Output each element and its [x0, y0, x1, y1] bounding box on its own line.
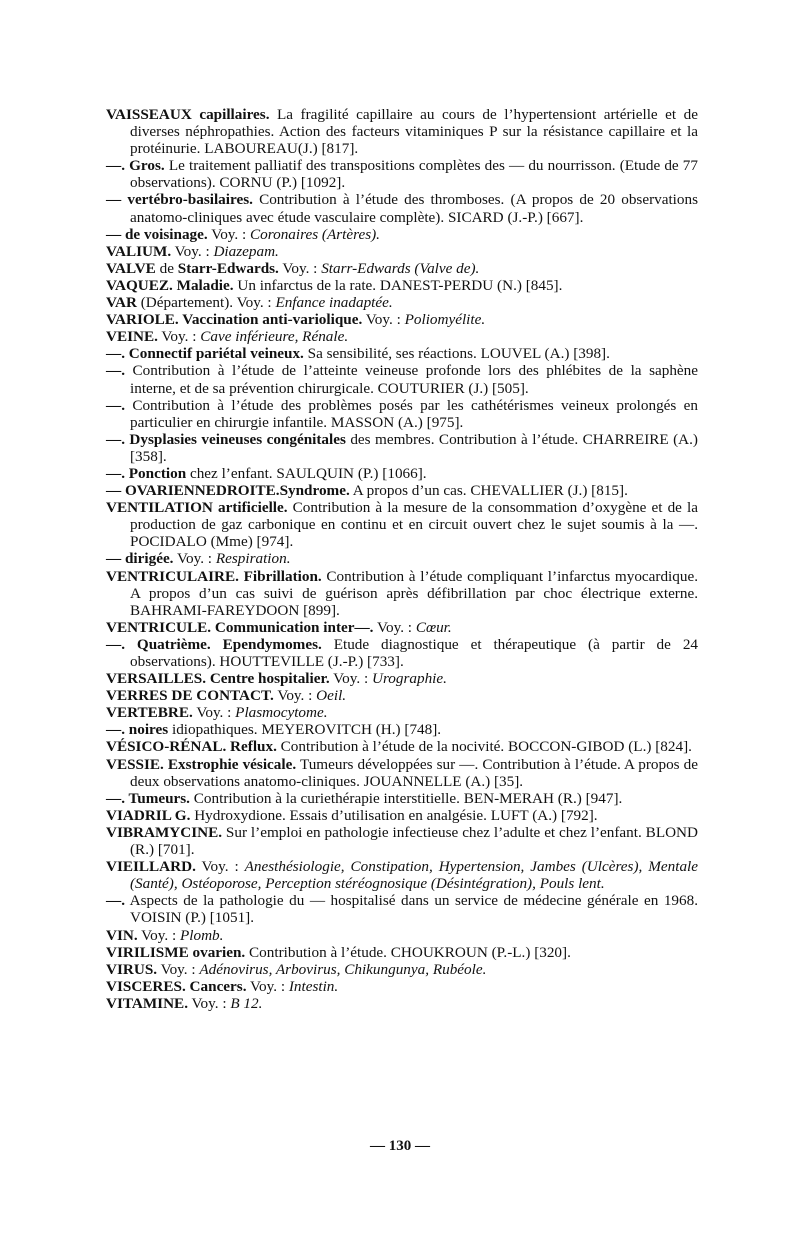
index-page [106, 106, 698, 1012]
entry-text: Contribution à l’étude des thromboses. (A propos de 20 observations anatomo-cliniques avec étude vasculaire complète). SICARD (J.-P.) [667]. [130, 191, 698, 226]
entry-text: Voy. : [329, 670, 372, 688]
entry-text: Un infarctus de la rate. DANEST-PERDU (N.) [845]. [233, 276, 563, 294]
entry-heading: VIADRIL G. [106, 806, 191, 824]
entry-text: Voy. : [137, 926, 180, 944]
entry-reference: Starr-Edwards (Valve de). [321, 259, 480, 277]
entry-text: Contribution à l’étude de l’atteinte veineuse profonde lors des phlébites de la saphène interne, et de sa prévention chirurgicale. COUTURIER (J.) [505]. [124, 362, 698, 397]
index-entry [106, 243, 698, 260]
entry-heading: VEINE. [106, 328, 158, 346]
entry-reference: Enfance inadaptée. [275, 294, 393, 312]
entry-heading: VENTRICULE. Communication inter—. [106, 618, 374, 636]
entry-heading: VAR [106, 294, 137, 312]
index-entry [106, 927, 698, 944]
entry-heading: VIEILLARD. [106, 858, 196, 876]
index-entry [106, 465, 698, 482]
entry-text: Voy. : [373, 618, 416, 636]
entry-heading: — dirigée. [106, 550, 174, 568]
entry-heading: —. Tumeurs. [106, 789, 190, 807]
entry-heading: VALIUM. [106, 242, 172, 260]
entry-heading: VISCERES. Cancers. [106, 977, 247, 995]
entry-text: Contribution à la mesure de la consommation d’oxygène et de la production de gaz carbonique en continu et en circuit ouvert chez le sujet soumis à la —. POCIDALO (Mme) [974]. [130, 499, 698, 551]
page-number: — 130 — [370, 1138, 430, 1154]
entry-heading: —. Gros. [106, 157, 165, 175]
entry-text: Tumeurs développées sur —. Contribution à l’étude. A propos de deux observations anatomo-cliniques. JOUANNELLE (A.) [35]. [130, 755, 698, 790]
index-entry [106, 431, 698, 465]
entry-reference: Respiration. [215, 550, 291, 568]
index-entry [106, 568, 698, 619]
entry-heading: — vertébro-basilaires. [106, 191, 253, 209]
index-entry [106, 721, 698, 738]
entry-heading: VERRES DE CONTACT. [106, 687, 274, 705]
entry-reference: Poliomyélite. [404, 311, 486, 329]
entry-heading: VENTRICULAIRE. Fibrillation. [106, 567, 322, 585]
entry-heading: —. [106, 396, 125, 414]
entry-reference: Diazepam. [213, 242, 279, 260]
entry-heading: VESSIE. Exstrophie vésicale. [106, 755, 297, 773]
entry-text: Voy. : [273, 687, 317, 705]
entry-text: de [155, 259, 178, 277]
entry-reference: Cœur. [415, 618, 452, 636]
entry-reference: Adénovirus, Arbovirus, Chikungunya, Rubéole. [199, 960, 487, 978]
index-entry [106, 499, 698, 550]
entry-text: Voy. : [207, 225, 251, 243]
entry-text: Hydroxydione. Essais d’utilisation en analgésie. LUFT (A.) [792]. [190, 806, 598, 824]
entry-text: Voy. : [157, 960, 200, 978]
entry-text: Voy. : [171, 242, 214, 260]
entry-reference: Oeil. [316, 687, 347, 705]
index-entry [106, 362, 698, 396]
index-entry [106, 482, 698, 499]
index-entry [106, 397, 698, 431]
entry-text: chez l’enfant. SAULQUIN (P.) [1066]. [186, 464, 427, 482]
entry-reference: Coronaires (Artères). [250, 225, 380, 243]
index-entry [106, 961, 698, 978]
index-entry [106, 311, 698, 328]
index-entry [106, 756, 698, 790]
index-entry [106, 106, 698, 157]
entry-text: des membres. Contribution à l’étude. CHARREIRE (A.) [358]. [130, 430, 698, 465]
index-entry [106, 550, 698, 567]
entry-heading: VERTEBRE. [106, 704, 193, 722]
index-entry [106, 294, 698, 311]
index-entry [106, 738, 698, 755]
index-entry [106, 892, 698, 926]
entry-text: Contribution à l’étude de la nocivité. BOCCON-GIBOD (L.) [824]. [276, 738, 692, 756]
entry-text: Contribution à l’étude. CHOUKROUN (P.-L.) [320]. [245, 943, 571, 961]
index-entry [106, 191, 698, 225]
entry-heading: VÉSICO-RÉNAL. Reflux. [106, 738, 277, 756]
entry-heading: —. Connectif pariétal veineux. [106, 345, 304, 363]
entry-reference: B 12. [230, 994, 263, 1012]
entry-text: (Département). Voy. : [136, 294, 276, 312]
entry-text: Voy. : [192, 704, 236, 722]
entry-reference: Plomb. [180, 926, 224, 944]
entry-text: Sur l’emploi en pathologie infectieuse chez l’adulte et chez l’enfant. BLOND (R.) [701]. [130, 823, 698, 859]
entry-reference: Plasmocytome. [235, 704, 328, 722]
index-entry [106, 226, 698, 243]
entry-heading: VAISSEAUX capillaires. [106, 106, 270, 123]
entry-heading: — OVARIENNEDROITE.Syndrome. [106, 482, 350, 500]
index-entry [106, 995, 698, 1012]
entry-heading: VARIOLE. Vaccination anti-variolique. [106, 311, 363, 329]
entry-heading: —. [106, 362, 125, 380]
entry-heading: —. noires [106, 721, 169, 739]
entry-text: La fragilité capillaire au cours de l’hypertensiont artérielle et de diverses néphropathies. Action des facteurs vitaminiques P sur la résistance capillaire et la protéinurie. LABOUREAU(J.) [817]. [130, 106, 698, 158]
entry-heading: VALVE [106, 259, 156, 277]
entry-heading: VIRUS. [106, 960, 158, 978]
entry-text: idiopathiques. MEYEROVITCH (H.) [748]. [168, 721, 442, 739]
entry-reference: Cave inférieure, Rénale. [200, 328, 349, 346]
entry-text: Voy. : [157, 328, 201, 346]
index-entry [106, 277, 698, 294]
entry-heading: —. Ponction [106, 464, 187, 482]
index-entry [106, 636, 698, 670]
index-entry [106, 345, 698, 362]
index-entry [106, 157, 698, 191]
entry-heading: VIN. [106, 926, 138, 944]
index-entry [106, 944, 698, 961]
entry-text: Aspects de la pathologie du — hospitalisé dans un service de médecine générale en 1968. VOISIN (P.) [1051]. [124, 892, 698, 927]
entry-text: Voy. : [246, 977, 289, 995]
index-entry [106, 790, 698, 807]
index-entry [106, 687, 698, 704]
index-entry [106, 260, 698, 277]
index-entry [106, 824, 698, 858]
index-entry [106, 619, 698, 636]
index-entry [106, 670, 698, 687]
entry-heading: —. [106, 892, 125, 910]
index-entry [106, 328, 698, 345]
entry-text: Contribution à la curiethérapie interstitielle. BEN-MERAH (R.) [947]. [189, 789, 623, 807]
entry-heading: —. Quatrième. Ependymomes. [106, 635, 322, 653]
entry-text: Voy. : [195, 858, 245, 876]
entry-heading: —. Dysplasies veineuses congénitales [106, 430, 346, 448]
entry-text: Voy. : [173, 550, 216, 568]
entry-heading: VAQUEZ. Maladie. [106, 276, 234, 294]
entry-heading: — de voisinage. [106, 225, 208, 243]
index-entry [106, 978, 698, 995]
entry-text: Etude diagnostique et thérapeutique (à partir de 24 observations). HOUTTEVILLE (J.-P.) [733]. [130, 635, 699, 670]
entry-reference: Urographie. [371, 670, 447, 688]
index-entry [106, 807, 698, 824]
entry-text: Contribution à l’étude des problèmes posés par les cathétérismes veineux prolongés en particulier en chirurgie infantile. MASSON (A.) [975]. [124, 396, 698, 431]
entry-text: Contribution à l’étude compliquant l’infarctus myocardique. A propos d’un cas suivi de guérison après défibrillation par choc électrique externe. BAHRAMI-FAREYDOON [899]. [130, 567, 699, 619]
entry-heading: VERSAILLES. Centre hospitalier. [106, 670, 330, 688]
entry-text: Voy. : [278, 259, 322, 277]
entry-text: Voy. : [362, 311, 405, 329]
entry-heading: VITAMINE. [106, 994, 188, 1012]
entry-reference: Intestin. [288, 977, 339, 995]
entry-heading: VIBRAMYCINE. [106, 823, 223, 841]
index-entry [106, 704, 698, 721]
entry-text: Voy. : [188, 994, 231, 1012]
entry-heading: VENTILATION artificielle. [106, 499, 288, 517]
entry-heading: Starr-Edwards. [177, 259, 279, 277]
index-entry [106, 858, 698, 892]
entry-reference: Anesthésiologie, Constipation, Hypertension, Jambes (Ulcères), Mentale (Santé), Ostéoporose, Perception stéréognosique (Désintégration), Pouls lent. [130, 858, 698, 893]
entry-text: Le traitement palliatif des transpositions complètes des — du nourrisson. (Etude de 77 observations). CORNU (P.) [1092]. [130, 157, 698, 192]
entry-text: Sa sensibilité, ses réactions. LOUVEL (A.) [398]. [303, 345, 610, 363]
entry-text: A propos d’un cas. CHEVALLIER (J.) [815]. [349, 482, 628, 500]
entry-heading: VIRILISME ovarien. [106, 943, 246, 961]
